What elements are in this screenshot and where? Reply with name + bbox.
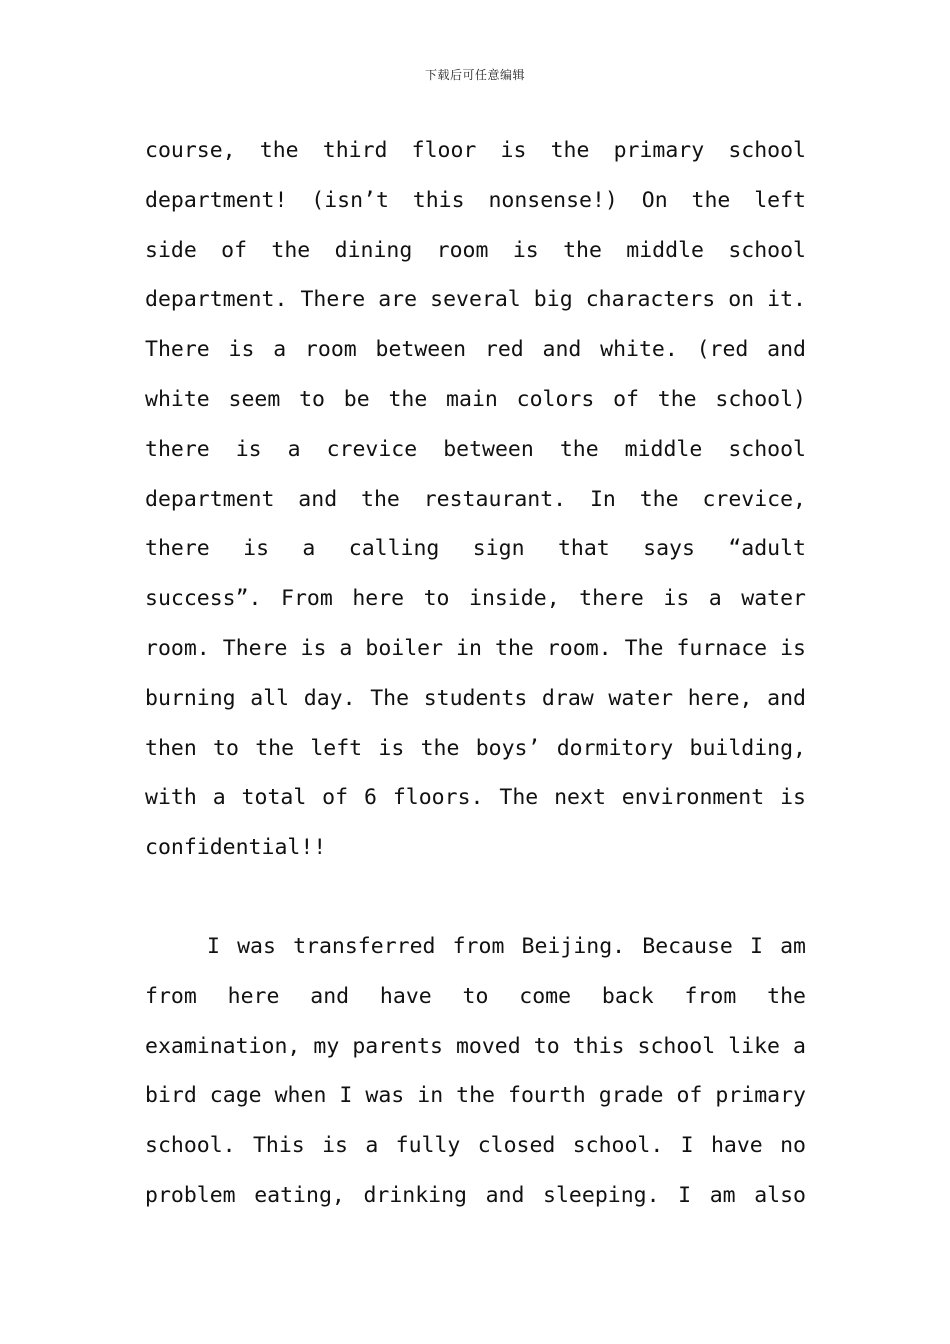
page-header: 下载后可任意编辑	[424, 68, 525, 82]
paragraph-1	[145, 126, 806, 873]
text-line: bird cage when I was in the fourth grade of primary	[145, 1083, 806, 1109]
text-line: department. There are several big characters on it.	[145, 287, 806, 313]
paragraph-2	[145, 922, 806, 1221]
text-line: confidential!!	[145, 835, 327, 861]
text-line: I was transferred from Beijing. Because I am	[207, 934, 806, 959]
text-line: with a total of 6 floors. The next environment is	[145, 785, 806, 811]
text-line: then to the left is the boys’ dormitory building,	[145, 735, 806, 761]
text-line: there is a crevice between the middle school	[145, 436, 806, 462]
text-line: success”. From here to inside, there is a water	[145, 586, 806, 612]
text-line: department! (isn’t this nonsense!) On the left	[145, 187, 806, 213]
text-line: examination, my parents moved to this school like a	[145, 1033, 806, 1059]
text-line: there is a calling sign that says “adult	[145, 536, 806, 562]
text-line: side of the dining room is the middle school	[145, 237, 806, 263]
text-line: school. This is a fully closed school. I have no	[145, 1133, 806, 1159]
text-line: white seem to be the main colors of the school)	[145, 386, 806, 412]
text-line: department and the restaurant. In the crevice,	[145, 486, 806, 512]
text-line: from here and have to come back from the	[145, 983, 806, 1009]
text-line: course, the third floor is the primary school	[145, 138, 806, 163]
text-line: There is a room between red and white. (red and	[145, 337, 806, 363]
text-line: burning all day. The students draw water here, and	[145, 685, 806, 711]
text-line: problem eating, drinking and sleeping. I am also	[145, 1182, 806, 1208]
text-line: room. There is a boiler in the room. The furnace is	[145, 635, 806, 661]
